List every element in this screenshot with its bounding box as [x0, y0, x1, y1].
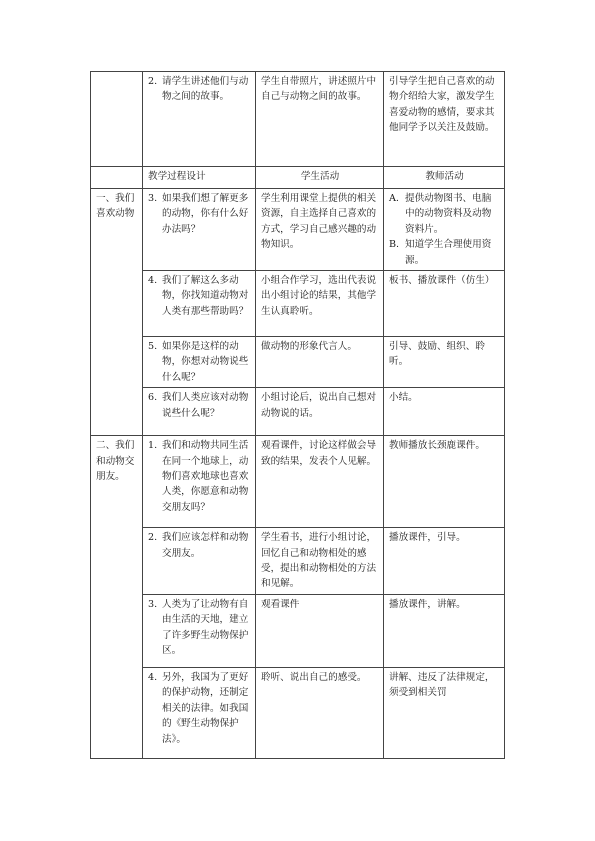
- teacher-activity-cell: 引导、鼓励、组织、聆听。: [384, 337, 505, 388]
- design-cell: 2. 请学生讲述他们与动物之间的故事。: [143, 72, 256, 167]
- table-row: [91, 337, 505, 388]
- table-header-row: [91, 167, 505, 189]
- table-row: [91, 594, 505, 667]
- lesson-plan-table: [90, 71, 505, 759]
- student-activity-cell: 聆听、说出自己的感受。: [256, 667, 384, 758]
- question-text: 人类为了让动物有自由生活的天地，建立了许多野生动物保护区。: [162, 598, 249, 657]
- design-cell: 1. 我们和动物共同生活在同一个地球上，动物们喜欢地球也喜欢人类，你愿意和动物交朋友吗？: [143, 436, 256, 528]
- design-cell: 3. 如果我们想了解更多的动物，你有什么好办法吗？: [143, 189, 256, 271]
- teacher-activity-cell: 播放课件，讲解。: [384, 594, 505, 667]
- design-cell: 3. 人类为了让动物有自由生活的天地，建立了许多野生动物保护区。: [143, 594, 256, 667]
- section-title-1: 一、我们喜欢动物: [91, 189, 143, 436]
- table-row: [91, 189, 505, 271]
- section-title-2: 二、我们和动物交朋友。: [91, 436, 143, 759]
- column-header-teacher: 教师活动: [384, 167, 505, 189]
- design-cell: 6. 我们人类应该对动物说些什么呢？: [143, 388, 256, 436]
- question-text: 我们应该怎样和动物交朋友。: [162, 532, 249, 559]
- teacher-activity-cell: 播放课件，引导。: [384, 528, 505, 595]
- teacher-activity-cell: 引导学生把自己喜欢的动物介绍给大家，激发学生喜爱动物的感情，要求其他同学予以关注及鼓励。: [384, 72, 505, 167]
- question-text: 如果你是这样的动物，你想对动物说些什么呢？: [162, 341, 249, 383]
- section-cell: [91, 167, 143, 189]
- table-row: [91, 271, 505, 337]
- student-activity-cell: 观看课件: [256, 594, 384, 667]
- design-cell: 2. 我们应该怎样和动物交朋友。: [143, 528, 256, 595]
- list-item: B. 知道学生合理使用资源。: [389, 239, 492, 266]
- table-row: [91, 72, 505, 167]
- table-row: [91, 388, 505, 436]
- column-header-student: 学生活动: [256, 167, 384, 189]
- design-cell: 4. 我们了解这么多动物，你找知道动物对人类有那些帮助吗？: [143, 271, 256, 337]
- teacher-activity-cell: 板书、播放课件（仿生）: [384, 271, 505, 337]
- teacher-activity-cell: 讲解、违反了法律规定，须受到相关罚: [384, 667, 505, 758]
- student-activity-cell: 小组合作学习，选出代表说出小组讨论的结果，其他学生认真聆听。: [256, 271, 384, 337]
- student-activity-cell: 小组讨论后，说出自己想对动物说的话。: [256, 388, 384, 436]
- design-cell: 5. 如果你是这样的动物，你想对动物说些什么呢？: [143, 337, 256, 388]
- question-text: 我们人类应该对动物说些什么呢？: [162, 392, 249, 419]
- student-activity-cell: 学生利用课堂上提供的相关资源，自主选择自己喜欢的方式，学习自己感兴趣的动物知识。: [256, 189, 384, 271]
- student-activity-cell: 观看课件，讨论这样做会导致的结果，发表个人见解。: [256, 436, 384, 528]
- teacher-activity-cell: [384, 189, 505, 271]
- table-row: [91, 436, 505, 528]
- teacher-activity-cell: 小结。: [384, 388, 505, 436]
- question-text: 我们和动物共同生活在同一个地球上，动物们喜欢地球也喜欢人类，你愿意和动物交朋友吗？: [162, 440, 249, 513]
- student-activity-cell: 学生自带照片，讲述照片中自己与动物之间的故事。: [256, 72, 384, 167]
- question-text: 如果我们想了解更多的动物，你有什么好办法吗？: [162, 193, 249, 235]
- column-header-design: 教学过程设计: [143, 167, 256, 189]
- table-row: [91, 528, 505, 595]
- section-cell: [91, 72, 143, 167]
- teacher-activity-cell: 教师播放长颈鹿课件。: [384, 436, 505, 528]
- student-activity-cell: 学生看书，进行小组讨论，回忆自己和动物相处的感受，提出和动物相处的方法和见解。: [256, 528, 384, 595]
- student-activity-cell: 做动物的形象代言人。: [256, 337, 384, 388]
- question-text: 我们了解这么多动物，你找知道动物对人类有那些帮助吗？: [162, 275, 249, 317]
- list-item: A. 提供动物图书、电脑中的动物资料及动物资料片。: [389, 193, 492, 235]
- table-row: [91, 667, 505, 758]
- question-text: 请学生讲述他们与动物之间的故事。: [162, 76, 249, 103]
- design-cell: 4. 另外，我国为了更好的保护动物，还制定相关的法律。如我国的《野生动物保护法》。: [143, 667, 256, 758]
- question-text: 另外，我国为了更好的保护动物，还制定相关的法律。如我国的《野生动物保护法》。: [162, 671, 249, 745]
